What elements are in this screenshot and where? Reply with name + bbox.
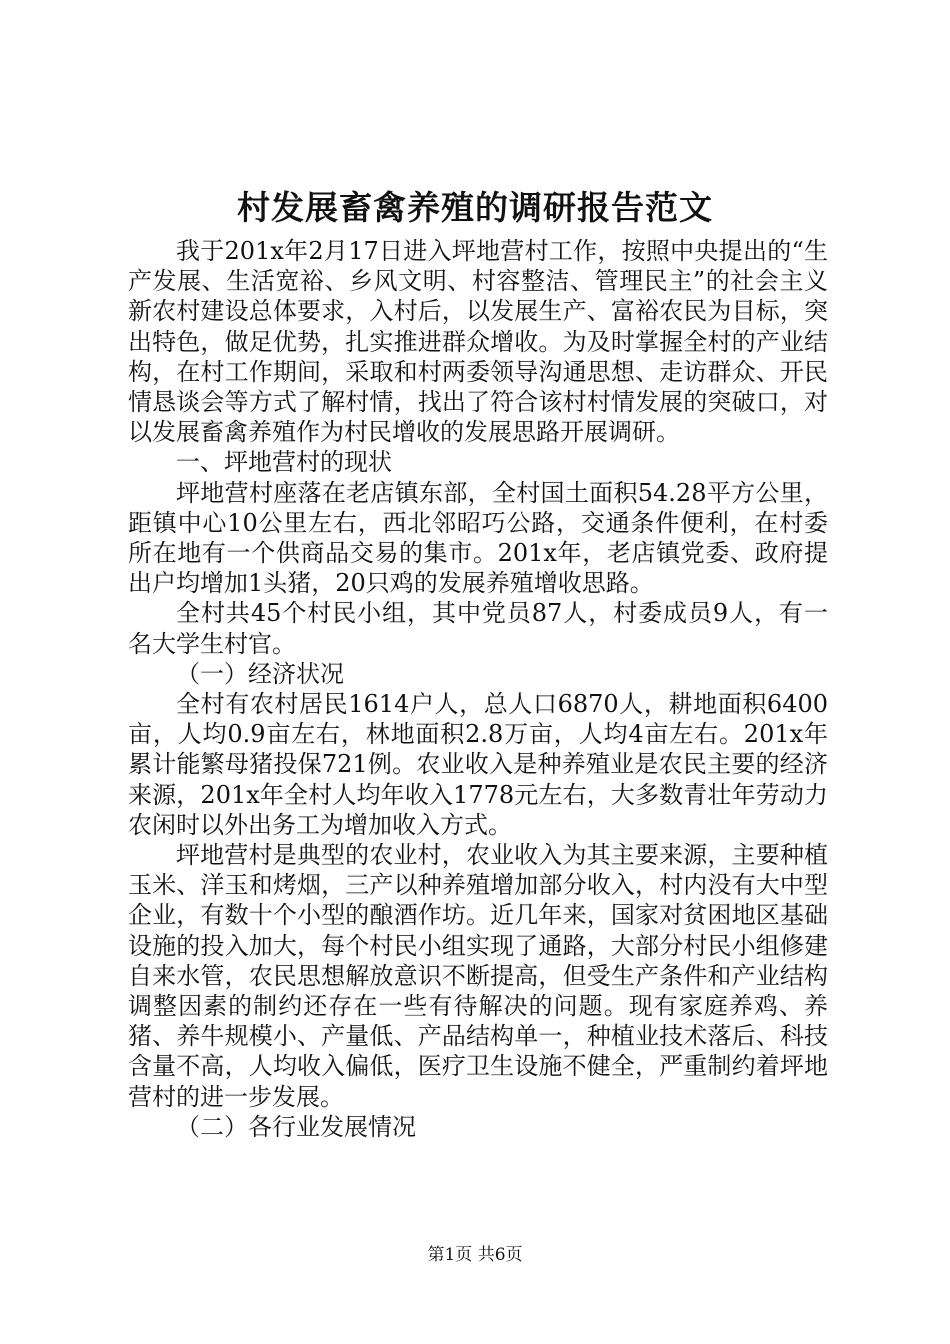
page-footer xyxy=(0,1244,950,1266)
subsection-heading-industries: （二）各行业发展情况 xyxy=(176,1112,416,1141)
paragraph-groups: 全村共45个村民小组，其中党员87人，村委成员9人，有一名大学生村官。 xyxy=(128,599,828,658)
document-title: 村发展畜禽养殖的调研报告范文 xyxy=(237,188,713,227)
document-body xyxy=(128,236,828,1142)
paragraph-location: 坪地营村座落在老店镇东部，全村国土面积54.28平方公里，距镇中心10公里左右，西北邻昭巧公路，交通条件便利，在村委所在地有一个供商品交易的集市。201x年，老店镇党委、政府提出户均增加1头猪，20只鸡的发展养殖增收思路。 xyxy=(128,478,828,598)
page-number: 第1页 xyxy=(427,1245,473,1265)
page-total: 共6页 xyxy=(477,1245,523,1265)
paragraph-intro: 我于201x年2月17日进入坪地营村工作，按照中央提出的“生产发展、生活宽裕、乡风文明、村容整洁、管理民主”的社会主义新农村建设总体要求，入村后，以发展生产、富裕农民为目标，突出特色，做足优势，扎实推进群众增收。为及时掌握全村的产业结构，在村工作期间，采取和村两委领导沟通思想、走访群众、开民情恳谈会等方式了解村情，找出了符合该村村情发展的突破口，对以发展畜禽养殖作为村民增收的发展思路开展调研。 xyxy=(128,237,828,447)
section-heading-status: 一、坪地营村的现状 xyxy=(176,448,392,477)
paragraph-economy: 全村有农村居民1614户人，总人口6870人，耕地面积6400亩，人均0.9亩左右，林地面积2.8万亩，人均4亩左右。201x年累计能繁母猪投保721例。农业收入是种养殖业是农民主要的经济来源，201x年全村人均年收入1778元左右，大多数青壮年劳动力农闲时以外出务工为增加收入方式。 xyxy=(128,690,828,839)
paragraph-agriculture: 坪地营村是典型的农业村，农业收入为其主要来源，主要种植玉米、洋玉和烤烟，三产以种养殖增加部分收入，村内没有大中型企业，有数十个小型的酿酒作坊。近几年来，国家对贫困地区基础设施的投入加大，每个村民小组实现了通路，大部分村民小组修建自来水管，农民思想解放意识不断提高，但受生产条件和产业结构调整因素的制约还存在一些有待解决的问题。现有家庭养鸡、养猪、养牛规模小、产量低、产品结构单一，种植业技术落后、科技含量不高，人均收入偏低，医疗卫生设施不健全，严重制约着坪地营村的进一步发展。 xyxy=(128,841,828,1111)
subsection-heading-economy: （一）经济状况 xyxy=(176,659,344,688)
